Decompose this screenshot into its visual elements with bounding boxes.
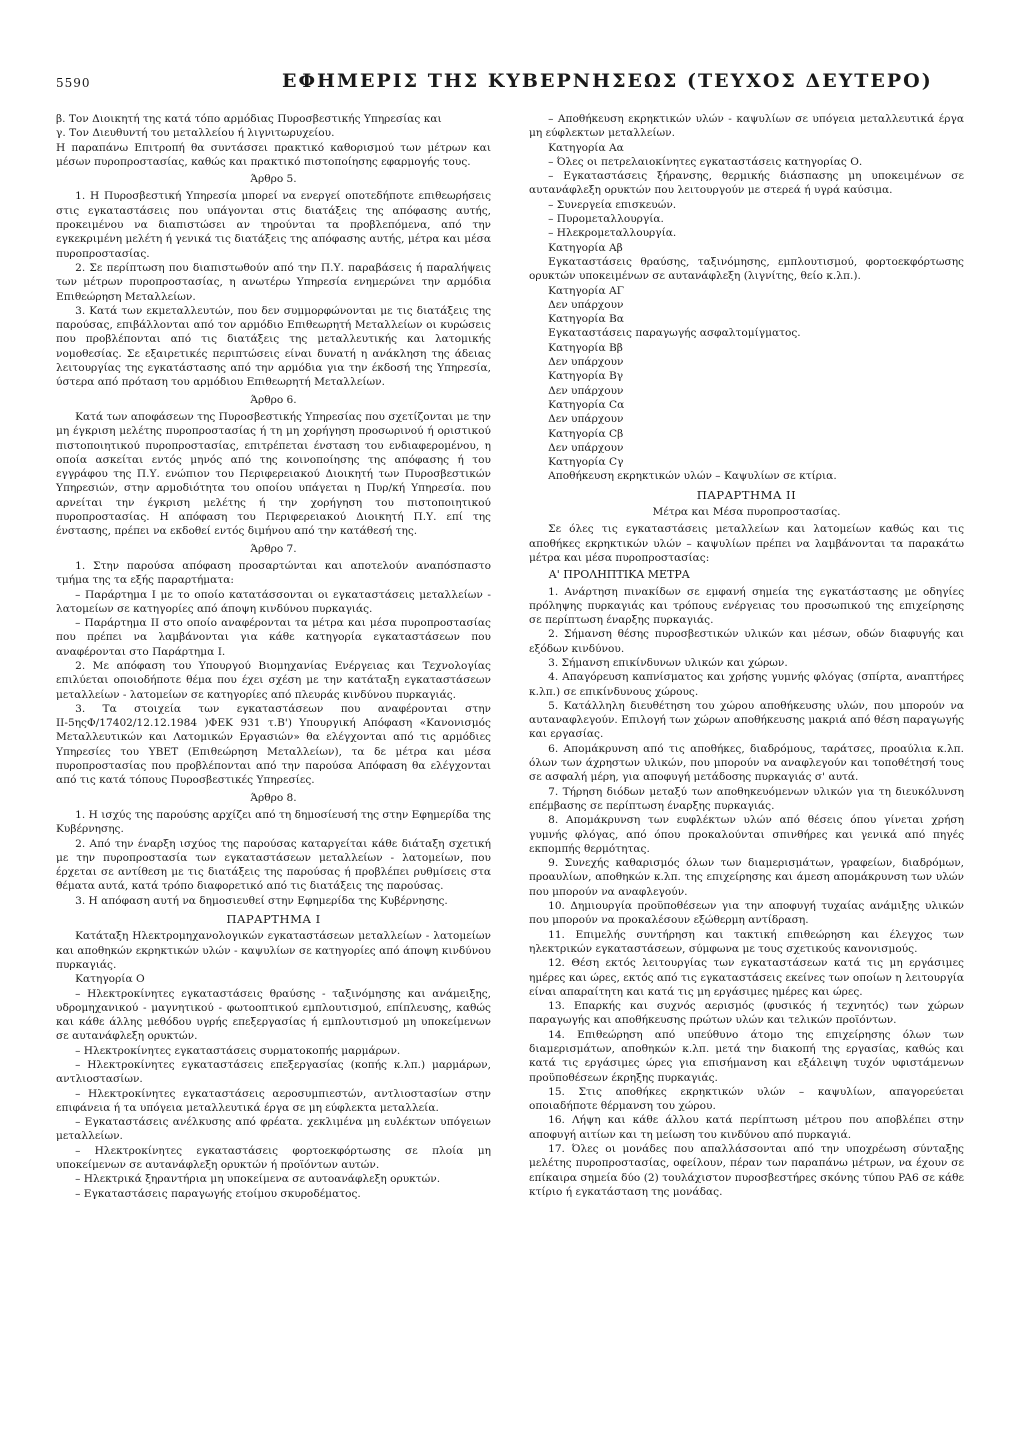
paragraph: Κατάταξη Ηλεκτρομηχανολογικών εγκαταστάσεων μεταλλείων - λατομείων και αποθηκών εκρηκτικών υλών - καψυλίων σε κατηγορίες από άποψη κινδύνου πυρκαγιάς. — [56, 930, 491, 971]
list-item: – Ηλεκτροκίνητες εγκαταστάσεις αεροσυμπιεστών, αντλιοστασίων στην επιφάνεια ή τα υπόγεια μεταλλευτικά έργα σε μη εύφλεκτα μεταλλεία. — [56, 1087, 491, 1114]
list-item: Αποθήκευση εκρηκτικών υλών – Καψυλίων σε κτίρια. — [548, 470, 837, 483]
list-item: 10. Δημιουργία προϋποθέσεων για την αποφυγή τυχαίας ανάμιξης υλικών που μπορούν να προκαλέσουν εξώθερμη αντίδραση. — [529, 900, 964, 927]
list-item: – Εγκαταστάσεις ανέλκυσης από φρέατα. χεκλιμένα μη ευλέκτων υπόγειων μεταλλείων. — [56, 1116, 491, 1143]
paragraph: 3. Κατά των εκμεταλλευτών, που δεν συμμορφώνονται με τις διατάξεις της παρούσας, επιβάλλονται από τον αρμόδιο Επιθεωρητή Μεταλλείων οι κυρώσεις που προβλέπονται από τις διατάξεις της μεταλλευτικής και λατομικής νομοθεσίας. Σε εξαιρετικές περιπτώσεις είναι δυνατή η ανάκληση της άδειας λειτουργίας της εγκατάστασης από την αρμόδια για την έκδοσή της Υπηρεσία, ύστερα από πρόταση του αρμόδιου Επιθεωρητή Μεταλλείων. — [56, 304, 491, 389]
page-number: 5590 — [56, 76, 91, 90]
annex-heading: ΠΑΡΑΡΤΗΜΑ ΙΙ — [696, 487, 797, 502]
list-item: – Αποθήκευση εκρηκτικών υλών - καψυλίων σε υπόγεια μεταλλευτικά έργα μη εύφλεκτων μεταλλείων. — [529, 113, 964, 140]
page-header — [56, 70, 968, 102]
list-item: 11. Επιμελής συντήρηση και τακτική επιθεώρηση και έλεγχος των ηλεκτρικών εγκαταστάσεων, σύμφωνα με τους σχετικούς κανονισμούς. — [529, 928, 964, 955]
list-item: Δεν υπάρχουν — [548, 356, 624, 369]
category-label: Κατηγορία Ββ — [548, 341, 623, 354]
list-item: 8. Απομάκρυνση των ευφλέκτων υλών από θέσεις όπου γίνεται χρήση γυμνής φλόγας, από όπου προκαλούνται σπινθήρες και γενικά από πηγές εκπομπής θερμότητας. — [529, 814, 964, 855]
paragraph: 3. Η απόφαση αυτή να δημοσιευθεί στην Εφημερίδα της Κυβέρνησης. — [75, 894, 448, 907]
category-label: Κατηγορία Ο — [75, 973, 145, 986]
list-item: – Πυρομεταλλουργία. — [548, 213, 664, 226]
running-title: ΕΦΗΜΕΡΙΣ ΤΗΣ ΚΥΒΕΡΝΗΣΕΩΣ (ΤΕΥΧΟΣ ΔΕΥΤΕΡΟ) — [282, 70, 933, 92]
category-label: Κατηγορία Cβ — [548, 427, 624, 440]
paragraph: 1. Στην παρούσα απόφαση προσαρτώνται και αποτελούν αναπόσπαστο τμήμα της τα εξής παραρτήματα: — [56, 559, 491, 587]
list-item: – Ηλεκτροκίνητες εγκαταστάσεις συρματοκοπής μαρμάρων. — [75, 1044, 401, 1057]
category-label: Κατηγορία Cγ — [548, 456, 624, 469]
list-item: 12. Θέση εκτός λειτουργίας των εγκαταστάσεων κατά τις μη εργάσιμες ημέρες και ώρες, εκτός από τις εγκαταστάσεις εκείνες των οποίων η λειτουργία είναι απαραίτητη και κατά τις μη εργάσιμες ημέρες και ώρες. — [529, 957, 964, 998]
list-item: – Ηλεκτροκίνητες εγκαταστάσεις φορτοεκφόρτωσης σε πλοία μη υποκείμενων σε αυτανάφλεξη ορυκτών ή προϊόντων αυτών. — [56, 1144, 491, 1172]
list-item: 17. Όλες οι μονάδες που απαλλάσσονται από την υποχρέωση σύνταξης μελέτης πυροπροστασίας, οφείλουν, πέραν των παραπάνω μέτρων, να έχουν σε επίκαιρα σημεία δύο (2) τουλάχιστον πυροσβεστήρες σκόνης τύπου PA6 σε κάθε κτίριο ή εγκατάσταση της μονάδας. — [529, 1143, 964, 1198]
list-item: 9. Συνεχής καθαρισμός όλων των διαμερισμάτων, γραφείων, διαδρόμων, προαυλίων, αποθηκών κ.λπ. της επιχείρησης και άμεση απομάκρυνση των υλών που μπορούν να αναφλεγούν. — [529, 857, 964, 898]
paragraph: Σε όλες τις εγκαταστάσεις μεταλλείων και λατομείων καθώς και τις αποθήκες εκρηκτικών υλών – καψυλίων πρέπει να λαμβάνονται τα παρακάτω μέτρα και μέσα πυροπροστασίας: — [529, 523, 964, 564]
paragraph: – Παράρτημα ΙΙ στο οποίο αναφέρονται τα μέτρα και μέσα πυροπροστασίας που πρέπει να λαμβάνονται για κάθε κατηγορία εγκαταστάσεων που αναφέρονται στο Παράρτημα Ι. — [56, 617, 491, 658]
category-label: Κατηγορία Αβ — [548, 241, 623, 254]
paragraph: 1. Η ισχύς της παρούσης αρχίζει από τη δημοσίευσή της στην Εφημερίδα της Κυβέρνησης. — [56, 808, 491, 836]
list-item: 16. Λήψη και κάθε άλλου κατά περίπτωση μέτρου που αποβλέπει στην αποφυγή αιτίων και τη μείωση του κινδύνου από πυρκαγιά. — [529, 1114, 964, 1141]
right-column — [529, 112, 964, 1199]
list-item: Δεν υπάρχουν — [548, 298, 624, 311]
left-column — [56, 112, 491, 1201]
list-item: – Όλες οι πετρελαιοκίνητες εγκαταστάσεις κατηγορίας Ο. — [548, 155, 863, 168]
list-item: – Ηλεκτροκίνητες εγκαταστάσεις θραύσης - ταξινόμησης και ανάμειξης, υδρομηχανικού - μαγνητικού - φωτοοπτικού εμπλουτισμού, επίπλευσης, καθώς και κάθε άλλης μεθόδου υγρής επεξεργασίας ή εμπλουτισμού μη υποκείμενων σε αυτανάφλεξη ορυκτών. — [56, 987, 491, 1043]
paragraph: Κατά των αποφάσεων της Πυροσβεστικής Υπηρεσίας που σχετίζονται με την μη έγκριση μελέτης πυροπροστασίας ή τη μη χορήγηση προσωρινού ή οριστικού πιστοποιητικού πυροπροστασίας, επιτρέπεται ένσταση του ενδιαφερομένου, η οποία ασκείται εντός μηνός από της κοινοποίησης της απόφασης ή του εγγράφου της Π.Υ. ενώπιον του Περιφερειακού Διοικητή των Πυροσβεστικών Υπηρεσιών, στην αρμοδιότητα του οποίου υπάγεται η Πυρ/κή Υπηρεσία. που αρνείται την έγκριση μελέτης ή την χορήγηση του πιστοποιητικού πυροπροστασίας. Η απόφαση του Περιφερειακού Διοικητή Π.Υ. επί της ένστασης, πρέπει να εκδοθεί εντός διμήνου από την κατάθεσή της. — [56, 410, 491, 538]
paragraph: 3. Τα στοιχεία των εγκαταστάσεων που αναφέρονται στην ΙΙ-5ηςΦ/17402/12.12.1984 )ΦΕΚ 931 τ.Β') Υπουργική Απόφαση «Κανονισμός Μεταλλευτικών και Λατομικών Εργασιών» θα ελέγχονται από τις αρμόδιες Υπηρεσίες του ΥΒΕΤ (Επιθεώρηση Μεταλλείων), τα δε μέτρα και μέσα πυροπροστασίας που προβλέπονται από την παρούσα Απόφαση θα ελέγχονται από τις κατά τόπους Πυροσβεστικές Υπηρεσίες. — [56, 702, 491, 787]
paragraph: Η παραπάνω Επιτροπή θα συντάσσει πρακτικό καθορισμού των μέτρων και μέσων πυροπροστασίας, καθώς και πρακτικό πιστοποίησης εφαρμογής τους. — [56, 141, 491, 168]
list-item: 15. Στις αποθήκες εκρηκτικών υλών – καψυλίων, απαγορεύεται οποιαδήποτε θέρμανση του χώρου. — [529, 1085, 964, 1113]
list-item: Εγκαταστάσεις θραύσης, ταξινόμησης, εμπλουτισμού, φορτοεκφόρτωσης ορυκτών υποκειμένων σε αυτανάφλεξη (λιγνίτης, θείο κ.λπ.). — [529, 255, 964, 283]
article-heading: Άρθρο 5. — [250, 173, 297, 186]
text-columns — [56, 112, 968, 1418]
category-label: Κατηγορία Βγ — [548, 370, 624, 383]
paragraph: 1. Η Πυροσβεστική Υπηρεσία μπορεί να ενεργεί οποτεδήποτε επιθεωρήσεις στις εγκαταστάσεις που υπάγονται στις διατάξεις της απόφασης αυτής, προκειμένου να διαπιστώσει αν τηρούνται τα προβλεπόμενα, από την εγκεκριμένη μελέτη ή γενικά τις διατάξεις της απόφασης αυτής, μέτρα και μέσα πυροπροστασίας. — [56, 190, 491, 260]
list-item: – Εγκαταστάσεις ξήρανσης, θερμικής διάσπασης μη υποκειμένων σε αυτανάφλεξη ορυκτών που λειτουργούν με στερεά ή υγρά καύσιμα. — [529, 170, 964, 197]
list-item: 3. Σήμανση επικίνδυνων υλικών και χώρων. — [548, 656, 788, 669]
annex-subtitle: Μέτρα και Μέσα πυροπροστασίας. — [652, 506, 841, 519]
paragraph: 2. Από την έναρξη ισχύος της παρούσας καταργείται κάθε διάταξη σχετική με την πυροπροστασία των εγκαταστάσεων μεταλλείων - λατομείων, που έρχεται σε αντίθεση με τις διατάξεις της παρούσας ή προβλέπει ρυθμίσεις στα θέματα αυτά, κατά τρόπο διαφορετικό από τις διατάξεις της παρούσας. — [56, 837, 491, 893]
annex-heading: ΠΑΡΑΡΤΗΜΑ Ι — [226, 912, 321, 927]
list-item: 1. Ανάρτηση πινακίδων σε εμφανή σημεία της εγκατάστασης με οδηγίες πρόληψης πυρκαγιάς και τρόπους ενέργειας του προσωπικού της επιχείρησης σε περίπτωση έναρξης πυρκαγιάς. — [529, 585, 964, 627]
list-item: – Συνεργεία επισκευών. — [548, 198, 677, 211]
list-item: – Εγκαταστάσεις παραγωγής ετοίμου σκυροδέματος. — [75, 1187, 361, 1200]
paragraph: – Παράρτημα Ι με το οποίο κατατάσσονται οι εγκαταστάσεις μεταλλείων - λατομείων σε κατηγορίες από άποψη κινδύνου πυρκαγιάς. — [56, 588, 491, 615]
section-heading: Α' ΠΡΟΛΗΠΤΙΚΑ ΜΕΤΡΑ — [548, 568, 690, 582]
list-item: 13. Επαρκής και συχνός αερισμός (φυσικός ή τεχνητός) των χώρων παραγωγής και αποθήκευσης πρώτων υλών και τελικών προϊόντων. — [529, 1000, 964, 1027]
article-heading: Άρθρο 6. — [250, 393, 297, 406]
article-heading: Άρθρο 7. — [250, 542, 297, 555]
list-item: 14. Επιθεώρηση από υπεύθυνο άτομο της επιχείρησης όλων των διαμερισμάτων, αποθηκών κ.λπ. μετά την διακοπή της εργασίας, καθώς και κατά τις εργάσιμες ώρες για επισήμανση και εξάλειψη τυχόν υφιστάμενων προϋποθέσεων έκρηξης πυρκαγιάς. — [529, 1028, 964, 1084]
list-item: – Ηλεκτρικά ξηραντήρια μη υποκείμενα σε αυτοανάφλεξη ορυκτών. — [75, 1173, 441, 1186]
paragraph: 2. Με απόφαση του Υπουργού Βιομηχανίας Ενέργειας και Τεχνολογίας επιλύεται οποιοδήποτε θέμα που έχει σχέση με την κατάταξη εγκαταστάσεων μεταλλείων - λατομείων σε κατηγορίες από πλευράς κινδύνου πυρκαγιάς. — [56, 659, 491, 701]
list-item: Δεν υπάρχουν — [548, 413, 624, 426]
list-item: 7. Τήρηση διόδων μεταξύ των αποθηκευόμενων υλικών για τη διευκόλυνση επέμβασης σε περίπτωση έναρξης πυρκαγιάς. — [529, 785, 964, 812]
paragraph: γ. Τον Διευθυντή του μεταλλείου ή λιγνιτωρυχείου. — [56, 127, 335, 140]
list-item: 4. Απαγόρευση καπνίσματος και χρήσης γυμνής φλόγας (σπίρτα, αναπτήρες κ.λπ.) σε επικίνδυνους χώρους. — [529, 671, 964, 698]
list-item: – Ηλεκρομεταλλουργία. — [548, 227, 677, 240]
list-item: 2. Σήμανση θέσης πυροσβεστικών υλικών και μέσων, οδών διαφυγής και εξόδων κινδύνου. — [529, 628, 964, 655]
article-heading: Άρθρο 8. — [250, 791, 297, 804]
paragraph: β. Τον Διοικητή της κατά τόπο αρμόδιας Πυροσβεστικής Υπηρεσίας και — [56, 113, 442, 125]
paragraph: 2. Σε περίπτωση που διαπιστωθούν από την Π.Υ. παραβάσεις ή παραλήψεις των μέτρων πυροπροστασίας, η ανωτέρω Υπηρεσία ενημερώνει την αρμόδια Επιθεώρηση Μεταλλείων. — [56, 261, 491, 303]
category-label: Κατηγορία Αα — [548, 141, 624, 154]
category-label: Κατηγορία Cα — [548, 398, 625, 411]
category-label: Κατηγορία Βα — [548, 313, 624, 326]
category-label: Κατηγορία ΑΓ — [548, 284, 624, 297]
list-item: 5. Κατάλληλη διευθέτηση του χώρου αποθήκευσης υλών, που μπορούν να αυταναφλεγούν. Επιλογή των χώρων αποθήκευσης μακριά από θέση παραγωγής και εργασίας. — [529, 699, 964, 741]
list-item: 6. Απομάκρυνση από τις αποθήκες, διαδρόμους, ταράτσες, προαύλια κ.λπ. όλων των άχρηστων υλικών, που μπορούν να αναφλεγούν και τοποθέτησή τους σε ασφαλή μέρη, για αποφυγή μετάδοσης πυρκαγιάς σ' αυτά. — [529, 742, 964, 784]
list-item: Δεν υπάρχουν — [548, 441, 624, 454]
list-item: Εγκαταστάσεις παραγωγής ασφαλτομίγματος. — [548, 327, 801, 340]
list-item: – Ηλεκτροκίνητες εγκαταστάσεις επεξεργασίας (κοπής κ.λπ.) μαρμάρων, αντλιοστασίων. — [56, 1059, 491, 1086]
list-item: Δεν υπάρχουν — [548, 384, 624, 397]
